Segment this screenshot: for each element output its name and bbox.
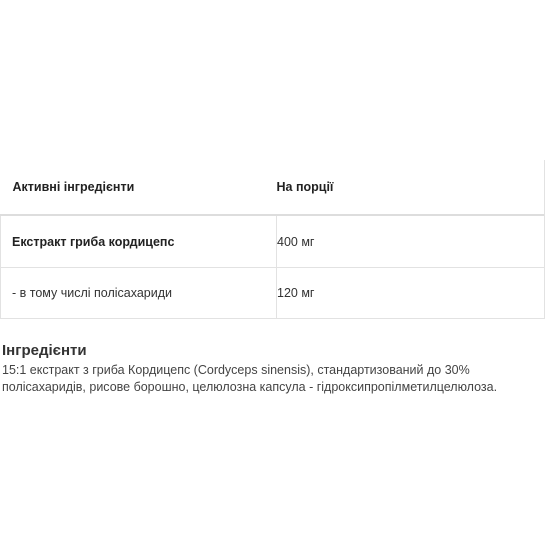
table-body — [1, 215, 545, 319]
table-header-row — [1, 160, 545, 215]
ingredient-name: - в тому числі полісахариди — [1, 268, 277, 319]
ingredient-amount: 400 мг — [277, 215, 545, 268]
ingredients-text: 15:1 екстракт з гриба Кордицепс (Cordyceps sinensis), стандартизований до 30% полісахаридів, рисове борошно, целюлозна капсула - гідроксипропілметилцелюлоза. — [2, 363, 498, 394]
ingredients-section — [2, 340, 542, 396]
ingredients-title: Інгредієнти — [2, 342, 87, 359]
ingredient-name: Екстракт гриба кордицепс — [1, 215, 277, 268]
supplement-facts-table — [0, 160, 544, 319]
table-header — [1, 160, 545, 215]
table-row — [1, 268, 545, 319]
table-row — [1, 215, 545, 268]
header-active-ingredients: Активні інгредієнти — [1, 160, 277, 215]
ingredient-amount: 120 мг — [277, 268, 545, 319]
header-per-serving: На порції — [277, 160, 545, 215]
supplement-facts-table-wrapper — [0, 160, 545, 319]
